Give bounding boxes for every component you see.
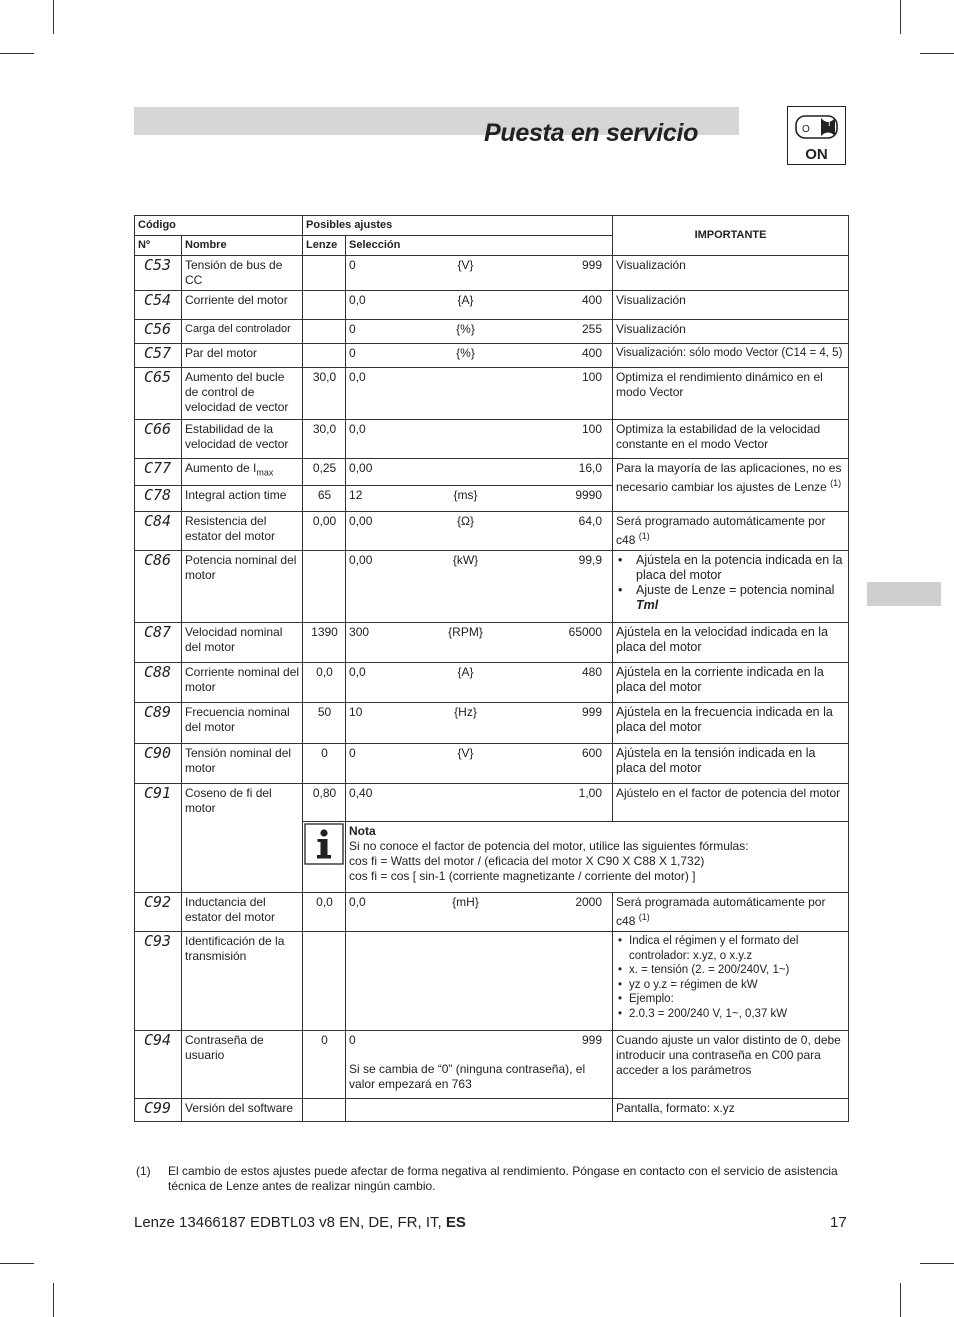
param-name [182, 256, 303, 291]
param-code: C90 [135, 744, 182, 784]
param-selection [346, 320, 613, 344]
importante-item-text: x. = tensión (2. = 200/240V, 1~) [629, 964, 790, 976]
param-importante [613, 420, 849, 459]
param-lenze [303, 344, 346, 368]
param-lenze: 1390 [303, 623, 346, 663]
param-lenze: 0,80 [303, 784, 346, 822]
param-code: C93 [135, 932, 182, 1031]
param-selection [346, 256, 613, 291]
param-code: C65 [135, 368, 182, 420]
on-label: ON [805, 146, 828, 163]
table-row [135, 744, 849, 784]
param-lenze: 30,0 [303, 368, 346, 420]
param-lenze: 0,0 [303, 663, 346, 703]
note-line: Si no conoce el factor de potencia del motor, utilice las siguientes fórmulas: [349, 839, 749, 853]
param-lenze: 0,00 [303, 512, 346, 551]
selection-max: 1,00 [578, 786, 603, 800]
param-code: C94 [135, 1031, 182, 1099]
selection-unit: {mH} [452, 895, 479, 909]
param-name-text: Frecuencia nominal del motor [185, 705, 290, 734]
importante-item-text: Ejemplo: [629, 993, 674, 1005]
note-line: cos fi = cos [ sin-1 (corriente magnetizante / corriente del motor) ] [349, 869, 696, 883]
importante-text: Ajústela en la frecuencia indicada en la placa del motor [616, 705, 833, 734]
param-importante [613, 551, 849, 623]
table-row [135, 320, 849, 344]
param-code: C87 [135, 623, 182, 663]
param-selection [346, 368, 613, 420]
param-importante [613, 703, 849, 744]
selection-min: 0 [349, 322, 356, 336]
param-selection [346, 623, 613, 663]
param-name-text: Versión del software [185, 1101, 294, 1115]
selection-range [349, 346, 610, 361]
selection-max: 100 [581, 422, 603, 436]
param-name [182, 344, 303, 368]
selection-min: 0 [349, 746, 356, 760]
param-selection [346, 486, 613, 512]
selection-max: 400 [581, 293, 603, 307]
footnote-ref: (1) [638, 531, 650, 541]
importante-item-text: 2.0.3 = 200/240 V, 1~, 0,37 kW [629, 1007, 788, 1020]
footnote-ref: (1) [830, 478, 842, 488]
param-name-text: Corriente del motor [185, 293, 288, 307]
param-name [182, 420, 303, 459]
header-importante: IMPORTANTE [613, 216, 849, 256]
param-code: C89 [135, 703, 182, 744]
param-lenze [303, 1099, 346, 1122]
selection-unit: {Hz} [454, 705, 477, 719]
param-lenze [303, 320, 346, 344]
param-name [182, 291, 303, 320]
selection-min: 300 [349, 625, 370, 639]
param-importante [613, 291, 849, 320]
param-importante [613, 623, 849, 663]
importante-text: Ajústelo en el factor de potencia del motor [616, 786, 841, 800]
selection-range [349, 422, 610, 437]
param-name [182, 932, 303, 1031]
section-tab [867, 582, 941, 606]
selection-unit [411, 370, 521, 385]
on-switch-icon [787, 106, 846, 165]
param-name-text: Corriente nominal del motor [185, 665, 300, 694]
importante-text: Ajústela en la velocidad indicada en la placa del motor [616, 625, 828, 654]
importante-text: Optimiza el rendimiento dinámico en el modo Vector [616, 370, 823, 399]
crop-mark [900, 0, 901, 34]
param-selection [346, 1031, 613, 1099]
footer-lang: ES [445, 1214, 466, 1231]
param-lenze: 50 [303, 703, 346, 744]
param-selection [346, 1099, 613, 1122]
param-importante [613, 784, 849, 822]
table-row [135, 1031, 849, 1099]
importante-text: Visualización [616, 293, 686, 307]
table-row [135, 344, 849, 368]
param-code: C66 [135, 420, 182, 459]
selection-min: 0,0 [349, 895, 366, 909]
crop-mark [920, 53, 954, 54]
selection-max: 2000 [575, 895, 603, 909]
note-line: cos fi = Watts del motor / (eficacia del motor X C90 X C88 X 1,732) [349, 854, 705, 868]
selection-range [349, 461, 610, 476]
param-code: C53 [135, 256, 182, 291]
param-name-text: Potencia nominal del motor [185, 553, 297, 582]
selection-min: 0 [349, 346, 356, 360]
switch-on-label: I [828, 118, 831, 128]
selection-unit: {kW} [452, 553, 479, 567]
importante-item [616, 934, 846, 963]
param-lenze: 0,25 [303, 459, 346, 486]
param-lenze: 0 [303, 744, 346, 784]
selection-max: 65000 [568, 625, 603, 639]
table-row [135, 291, 849, 320]
table-row [135, 663, 849, 703]
selection-min: 12 [349, 488, 363, 502]
selection-range [349, 553, 610, 568]
param-importante [613, 344, 849, 368]
param-importante [613, 663, 849, 703]
param-selection [346, 512, 613, 551]
param-name [182, 459, 303, 486]
selection-max: 9990 [575, 488, 603, 502]
param-name-text: Tensión nominal del motor [185, 746, 292, 775]
importante-text: Visualización [616, 258, 686, 272]
selection-min: 0 [349, 258, 356, 272]
header-nombre: Nombre [182, 236, 303, 256]
table-row [135, 420, 849, 459]
selection-min: 0,00 [349, 553, 373, 567]
param-name-text: Resistencia del estator del motor [185, 514, 276, 543]
header-no: Nº [135, 236, 182, 256]
param-lenze: 0 [303, 1031, 346, 1099]
param-lenze: 0,0 [303, 893, 346, 932]
selection-max: 999 [581, 705, 603, 719]
param-lenze [303, 551, 346, 623]
param-selection [346, 893, 613, 932]
note-content [346, 822, 849, 893]
parameter-table [134, 215, 849, 1122]
param-importante [613, 459, 849, 512]
table-row [135, 551, 849, 623]
page-number: 17 [830, 1214, 847, 1231]
importante-text: Cuando ajuste un valor distinto de 0, debe introducir una contraseña en C00 para acceder a los parámetros [616, 1033, 841, 1077]
footer-text: Lenze 13466187 EDBTL03 v8 EN, DE, FR, IT, [134, 1214, 446, 1231]
selection-max: 100 [581, 370, 603, 384]
importante-text: Será programado automáticamente por c48 [616, 514, 826, 547]
selection-range [349, 514, 610, 529]
selection-range [349, 895, 610, 910]
importante-item [616, 553, 846, 583]
selection-max: 999 [581, 258, 603, 272]
footnote [136, 1164, 856, 1194]
crop-mark [53, 1283, 54, 1317]
selection-range [349, 293, 610, 308]
param-name-text: Velocidad nominal del motor [185, 625, 283, 654]
table-row [135, 784, 849, 822]
selection-range [349, 258, 610, 273]
footnote-ref: (1) [638, 912, 650, 922]
param-name [182, 623, 303, 663]
param-lenze [303, 256, 346, 291]
param-code: C57 [135, 344, 182, 368]
selection-range [349, 488, 610, 503]
selection-unit: {ms} [453, 488, 478, 502]
param-code: C92 [135, 893, 182, 932]
importante-item-text: Ajústela en la potencia indicada en la placa del motor [636, 553, 843, 582]
selection-min: 0,0 [349, 665, 366, 679]
param-name [182, 893, 303, 932]
importante-item [616, 992, 846, 1007]
selection-note: Si se cambia de “0” (ninguna contraseña), el valor empezará en 763 [349, 1062, 586, 1091]
table-row [135, 932, 849, 1031]
param-code: C84 [135, 512, 182, 551]
param-name [182, 1099, 303, 1122]
table-row [135, 512, 849, 551]
crop-mark [0, 1263, 34, 1264]
selection-range [349, 705, 610, 720]
crop-mark [53, 0, 54, 34]
param-name-text: Contraseña de usuario [185, 1033, 264, 1062]
param-importante [613, 1031, 849, 1099]
selection-range [349, 665, 610, 680]
importante-text: Será programada automáticamente por c48 [616, 895, 826, 928]
note-icon-cell [303, 822, 346, 893]
param-name-text: Integral action time [185, 488, 287, 502]
importante-item [616, 963, 846, 978]
selection-min: 0 [349, 1033, 356, 1047]
selection-max: 400 [581, 346, 603, 360]
param-importante [613, 744, 849, 784]
param-code: C77 [135, 459, 182, 486]
param-selection [346, 703, 613, 744]
param-importante [613, 1099, 849, 1122]
param-name [182, 512, 303, 551]
footnote-number: (1) [136, 1164, 151, 1178]
param-importante [613, 512, 849, 551]
param-name-text: Estabilidad de la velocidad de vector [185, 422, 289, 451]
param-name [182, 320, 303, 344]
table-row [135, 459, 849, 486]
param-name [182, 1031, 303, 1099]
selection-min: 0,0 [349, 293, 366, 307]
param-code: C88 [135, 663, 182, 703]
importante-bold: Tml [636, 598, 659, 612]
switch-off-label: O [802, 124, 810, 135]
table-row [135, 256, 849, 291]
selection-range [349, 370, 610, 385]
header-lenze: Lenze [303, 236, 346, 256]
header-codigo: Código [135, 216, 303, 236]
param-selection [346, 459, 613, 486]
param-importante [613, 320, 849, 344]
param-name-text: Aumento del bucle de control de velocidad de vector [185, 370, 289, 414]
param-selection [346, 784, 613, 822]
param-name-text: Coseno de fi del motor [185, 786, 272, 815]
param-name [182, 486, 303, 512]
selection-unit [411, 461, 521, 476]
param-importante [613, 893, 849, 932]
table-row [135, 703, 849, 744]
param-importante [613, 256, 849, 291]
selection-max: 99,9 [578, 553, 603, 567]
param-lenze: 65 [303, 486, 346, 512]
param-selection [346, 744, 613, 784]
importante-list [616, 553, 846, 613]
footer [134, 1214, 466, 1231]
selection-max: 255 [581, 322, 603, 336]
selection-min: 0,00 [349, 461, 373, 475]
table-row [135, 623, 849, 663]
selection-max: 64,0 [578, 514, 603, 528]
importante-item [616, 1007, 846, 1022]
table-row [135, 893, 849, 932]
selection-min: 0,0 [349, 370, 366, 384]
param-code: C91 [135, 784, 182, 893]
selection-unit: {A} [457, 293, 474, 307]
param-lenze [303, 932, 346, 1031]
header-seleccion: Selección [346, 236, 613, 256]
crop-mark [0, 53, 34, 54]
selection-min: 0,0 [349, 422, 366, 436]
param-name [182, 551, 303, 623]
selection-unit: {A} [457, 665, 474, 679]
param-selection [346, 344, 613, 368]
importante-item-text: yz o y.z = régimen de kW [629, 978, 758, 991]
page-title: Puesta en servicio [484, 119, 699, 147]
selection-range [349, 786, 610, 801]
param-name-text: Aumento de I [185, 461, 257, 475]
importante-text: Pantalla, formato: x.yz [616, 1101, 735, 1115]
param-name [182, 368, 303, 420]
param-importante [613, 368, 849, 420]
param-name-sub: max [256, 467, 274, 478]
info-icon [304, 823, 346, 865]
selection-max: 16,0 [578, 461, 603, 475]
param-name-text: Identificación de la transmisión [185, 934, 285, 963]
selection-unit [411, 786, 521, 801]
importante-text: Ajústela en la corriente indicada en la placa del motor [616, 665, 824, 694]
selection-max: 480 [581, 665, 603, 679]
footnote-text: El cambio de estos ajustes puede afectar de forma negativa al rendimiento. Póngase en contacto con el servicio de asistencia técnica de Lenze antes de realizar ningún cambio. [168, 1164, 838, 1193]
selection-range [349, 625, 610, 640]
importante-item [616, 583, 846, 613]
importante-text: Visualización [616, 322, 686, 336]
selection-unit: {V} [457, 746, 474, 760]
note-title: Nota [349, 824, 376, 838]
header-posibles: Posibles ajustes [303, 216, 613, 236]
param-name-text: Par del motor [185, 346, 258, 360]
importante-list [616, 934, 846, 1021]
selection-min: 0,40 [349, 786, 373, 800]
importante-item-text: Ajuste de Lenze = potencia nominal [636, 583, 835, 597]
selection-unit: {RPM} [448, 625, 483, 639]
param-code: C78 [135, 486, 182, 512]
selection-min: 10 [349, 705, 363, 719]
param-name-text: Inductancia del estator del motor [185, 895, 276, 924]
param-code: C99 [135, 1099, 182, 1122]
selection-unit: {Ω} [457, 514, 475, 528]
param-selection [346, 291, 613, 320]
importante-text: Optimiza la estabilidad de la velocidad constante en el modo Vector [616, 422, 821, 451]
param-selection [346, 663, 613, 703]
importante-text: Visualización: sólo modo Vector (C14 = 4, 5) [616, 347, 843, 359]
param-lenze: 30,0 [303, 420, 346, 459]
param-selection [346, 932, 613, 1031]
selection-unit: {%} [456, 346, 475, 360]
importante-text: Ajústela en la tensión indicada en la placa del motor [616, 746, 816, 775]
param-importante [613, 932, 849, 1031]
importante-item-text: Indica el régimen y el formato del controlador: x.yz, o x.y.z [629, 935, 799, 962]
selection-range [349, 746, 610, 761]
param-selection [346, 420, 613, 459]
param-lenze [303, 291, 346, 320]
param-name [182, 663, 303, 703]
param-code: C86 [135, 551, 182, 623]
selection-unit: {V} [457, 258, 474, 272]
param-code: C54 [135, 291, 182, 320]
selection-unit [411, 422, 521, 437]
param-name [182, 744, 303, 784]
table-row [135, 1099, 849, 1122]
param-selection [346, 551, 613, 623]
crop-mark [900, 1283, 901, 1317]
selection-range [349, 1033, 610, 1048]
param-code: C56 [135, 320, 182, 344]
importante-item [616, 978, 846, 993]
selection-max: 999 [581, 1033, 603, 1047]
table-row [135, 368, 849, 420]
param-name [182, 703, 303, 744]
selection-min: 0,00 [349, 514, 373, 528]
selection-range [349, 322, 610, 337]
importante-text: Para la mayoría de las aplicaciones, no es necesario cambiar los ajustes de Lenze [616, 461, 842, 494]
param-name-text: Tensión de bus de CC [185, 258, 283, 287]
selection-unit: {%} [456, 322, 475, 336]
param-name [182, 784, 303, 893]
crop-mark [920, 1263, 954, 1264]
selection-max: 600 [581, 746, 603, 760]
selection-unit [411, 1033, 521, 1048]
param-name-text: Carga del controlador [185, 323, 291, 335]
